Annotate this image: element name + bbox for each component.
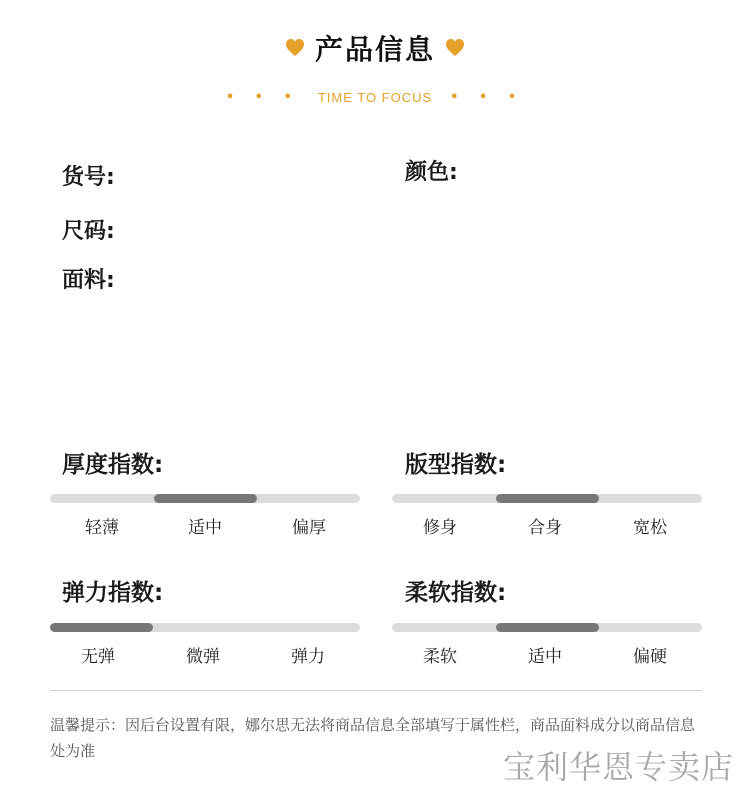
elasticity-option-stretch: 弹力 [291,647,325,667]
fabric-label: 面料: [62,268,115,293]
fit-index-bar [392,494,702,503]
elasticity-index-bar [50,623,360,632]
store-watermark: 宝利华恩专卖店 [502,748,734,786]
thickness-option-thick: 偏厚 [292,518,326,538]
title-row [0,28,750,68]
fit-option-slim: 修身 [423,518,457,538]
elasticity-option-none: 无弹 [81,647,115,667]
thickness-option-medium: 适中 [188,518,222,538]
elasticity-index-label: 弹力指数: [62,580,164,606]
thickness-index-label: 厚度指数: [62,452,164,478]
softness-option-soft: 柔软 [423,647,457,667]
dots-right: • • • [450,90,525,105]
item-number-label: 货号: [62,165,115,190]
fit-option-loose: 宽松 [633,518,667,538]
divider [50,690,702,691]
thickness-index-fill [154,494,257,503]
color-label: 颜色: [405,160,458,185]
softness-index-label: 柔软指数: [405,580,507,606]
heart-icon [445,38,465,58]
fit-option-regular: 合身 [528,518,562,538]
thickness-option-light: 轻薄 [85,518,119,538]
size-label: 尺码: [62,219,115,244]
elasticity-option-slight: 微弹 [186,647,220,667]
softness-index-bar [392,623,702,632]
softness-option-hard: 偏硬 [633,647,667,667]
elasticity-index-fill [50,623,153,632]
softness-index-fill [496,623,599,632]
notice-text: 温馨提示：因后台设置有限，娜尔思无法将商品信息全部填写于属性栏，商品面料成分以商品信息处为准 [50,716,696,760]
thickness-index-bar [50,494,360,503]
softness-option-medium: 适中 [528,647,562,667]
fit-index-label: 版型指数: [405,452,507,478]
page-subtitle: TIME TO FOCUS [317,90,433,105]
section-header [0,28,750,105]
subtitle-row [0,90,750,105]
page-title: 产品信息 [314,33,435,66]
fit-index-fill [496,494,599,503]
dots-left: • • • [225,90,300,105]
heart-icon [285,38,305,58]
